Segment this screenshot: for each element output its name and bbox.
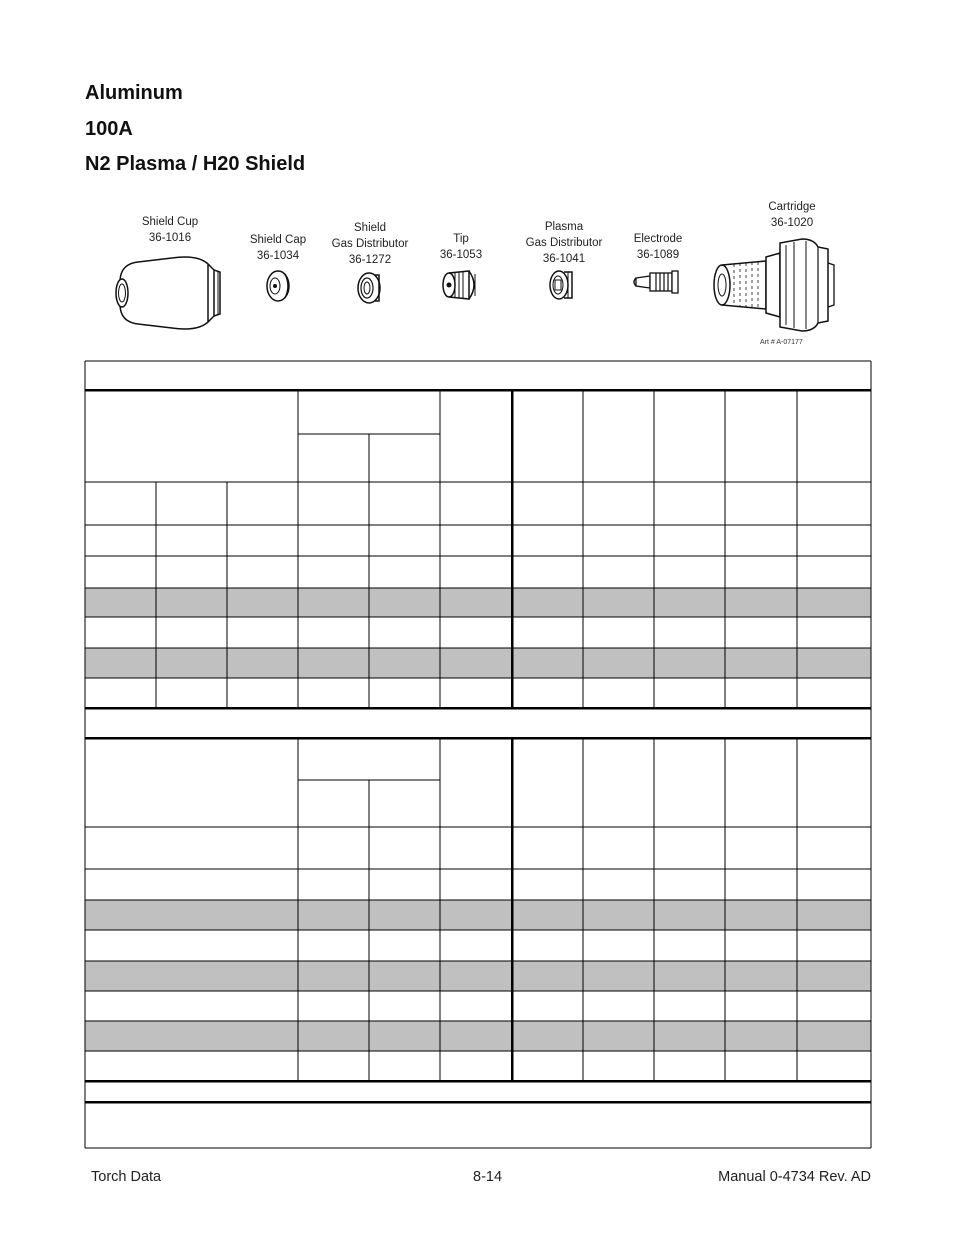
part-name: Electrode	[633, 233, 683, 245]
shaded-row	[85, 961, 871, 991]
part-name: Plasma	[544, 221, 584, 233]
part-number: 36-1089	[636, 249, 680, 261]
part-name: Shield Cap	[249, 234, 307, 246]
shaded-row	[85, 588, 871, 617]
heading-gas: N2 Plasma / H20 Shield	[85, 153, 306, 175]
part-name: Cartridge	[768, 201, 816, 213]
footer-page-number: 8-14	[473, 1169, 503, 1185]
part-name: Shield Cup	[141, 216, 199, 228]
part-number: 36-1053	[439, 249, 483, 261]
shaded-row	[85, 708, 871, 738]
part-number: 36-1020	[770, 217, 814, 229]
part-name: Tip	[453, 233, 469, 245]
part-number: 36-1272	[348, 254, 392, 266]
part-number: 36-1016	[148, 232, 192, 244]
part-number: 36-1041	[542, 253, 586, 265]
part-name: Shield	[354, 222, 386, 234]
art-number: Art # A-07177	[760, 339, 803, 346]
heading-material: Aluminum	[85, 82, 183, 104]
shaded-row	[85, 900, 871, 930]
shaded-row	[85, 648, 871, 678]
footer-section-title: Torch Data	[91, 1169, 162, 1185]
shaded-row	[85, 1021, 871, 1051]
part-number: 36-1034	[256, 250, 300, 262]
part-name-line2: Gas Distributor	[525, 237, 603, 249]
heading-amperage: 100A	[85, 118, 133, 140]
footer-manual-revision: Manual 0-4734 Rev. AD	[718, 1169, 871, 1185]
part-name-line2: Gas Distributor	[331, 238, 409, 250]
